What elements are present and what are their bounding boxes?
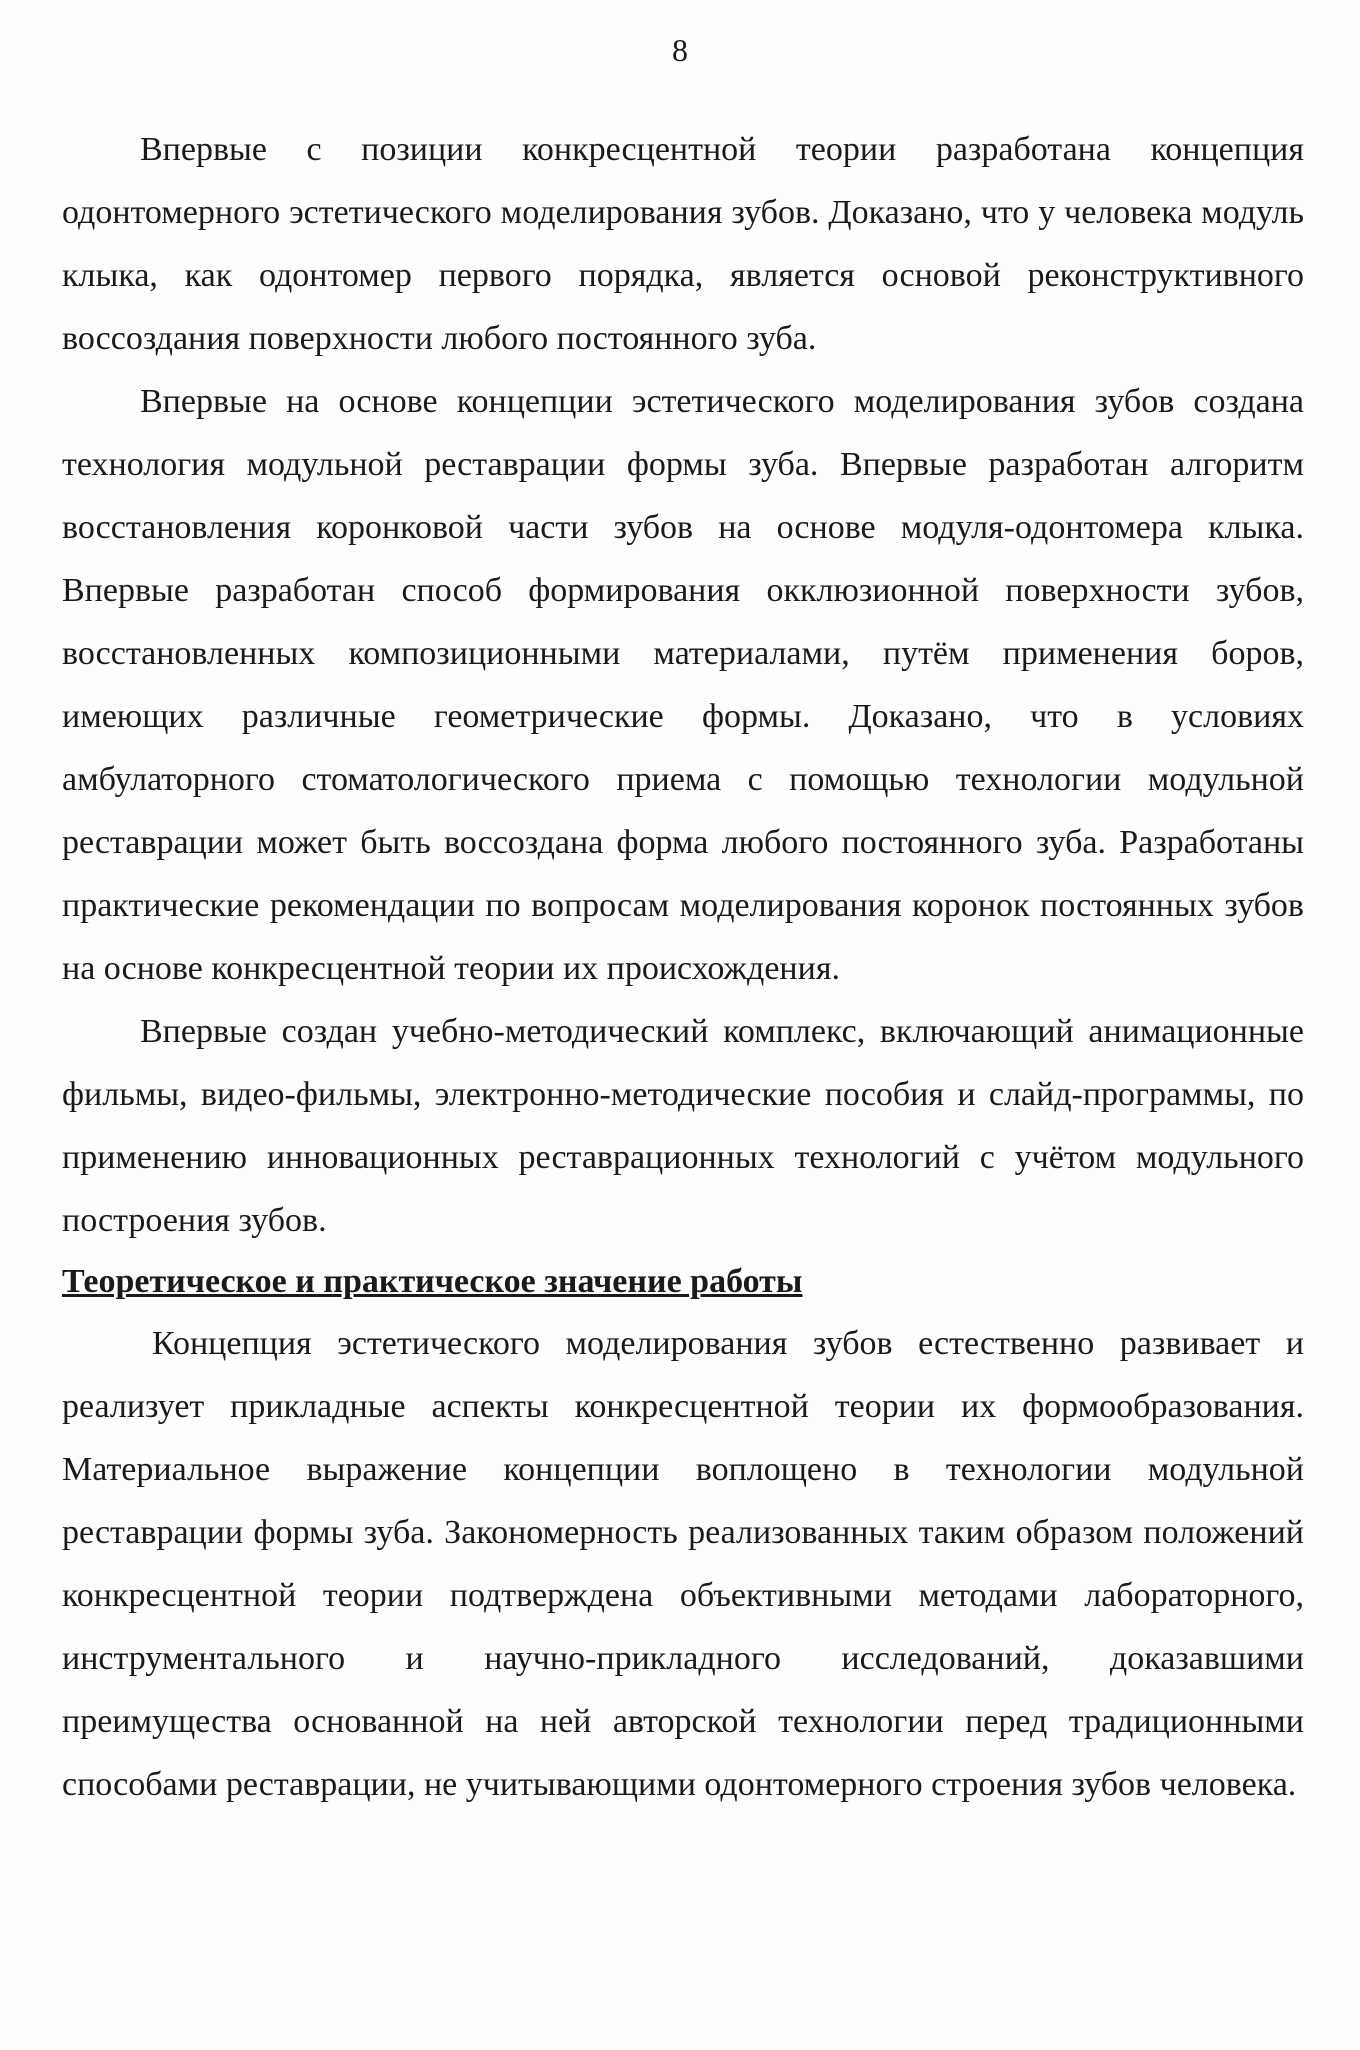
paragraph-novelty-concept: Впервые с позиции конкресцентной теории разработана концепция одонтомерного эстетического моделирования зубов. Доказано, что у человека модуль клыка, как одонтомер первого порядка, является основой реконструктивного воссоздания поверхности любого постоянного зуба.: [62, 131, 1304, 357]
paragraph-novelty-complex: Впервые создан учебно-методический комплекс, включающий анимационные фильмы, видео-фильмы, электронно-методические пособия и слайд-программы, по применению инновационных реставрационных технологий с учётом модульного построения зубов.: [62, 1013, 1304, 1239]
document-body: [62, 118, 1304, 1816]
paragraph-novelty-technology: Впервые на основе концепции эстетического моделирования зубов создана технология модульной реставрации формы зуба. Впервые разработан алгоритм восстановления коронковой части зубов на основе модуля-одонтомера клыка. Впервые разработан способ формирования окклюзионной поверхности зубов, восстановленных композиционными материалами, путём применения боров, имеющих различные геометрические формы. Доказано, что в условиях амбулаторного стоматологического приема с помощью технологии модульной реставрации может быть воссоздана форма любого постоянного зуба. Разработаны практические рекомендации по вопросам моделирования коронок постоянных зубов на основе конкресцентной теории их происхождения.: [62, 383, 1304, 987]
page-number: 8: [672, 32, 688, 68]
section-heading: Теоретическое и практическое значение работы: [62, 1263, 803, 1300]
paragraph-significance: Концепция эстетического моделирования зубов естественно развивает и реализует прикладные аспекты конкресцентной теории их формообразования. Материальное выражение концепции воплощено в технологии модульной реставрации формы зуба. Закономерность реализованных таким образом положений конкресцентной теории подтверждена объективными методами лабораторного, инструментального и научно-прикладного исследований, доказавшими преимущества основанной на ней авторской технологии перед традиционными способами реставрации, не учитывающими одонтомерного строения зубов человека.: [62, 1325, 1304, 1803]
